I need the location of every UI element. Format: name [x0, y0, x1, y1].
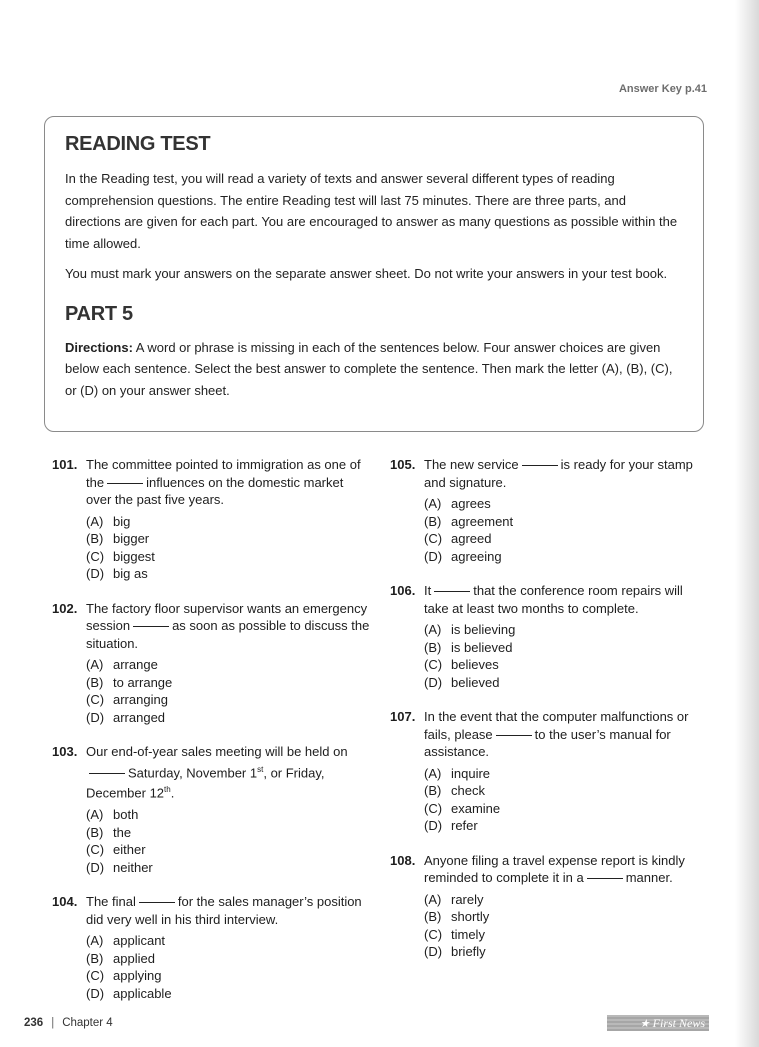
choice-d[interactable]: (D) refer [424, 818, 478, 833]
answer-choices [52, 656, 372, 726]
choice-a[interactable]: (A) is believing [424, 622, 516, 637]
choice-c[interactable]: (C) agreed [424, 531, 492, 546]
choice-d[interactable]: (D) neither [86, 859, 153, 875]
question-108 [390, 852, 710, 961]
choice-d[interactable]: (D) applicable [86, 985, 172, 1001]
choice-a[interactable]: (A) arrange [86, 657, 158, 672]
reading-test-title: READING TEST [65, 133, 211, 155]
question-number: 103. [52, 744, 78, 759]
choice-a[interactable]: (A) applicant [86, 933, 166, 949]
directions-text: A word or phrase is missing in each of the sentences below. Four answer choices are given below each sentence. Select the best answer to complete the sentence. Then mark the letter (A), (B), (C), or (D) on your answer sheet. [65, 339, 673, 398]
question-number: 101. [52, 457, 78, 472]
question-101 [52, 456, 372, 583]
choice-c[interactable]: (C) arranging [86, 692, 168, 707]
questions-left-column [52, 456, 372, 1019]
answer-blank [496, 735, 532, 736]
question-stem: The factory floor supervisor wants an emergency session as soon as possible to discuss the situation. [86, 600, 370, 651]
choice-a[interactable]: (A) inquire [424, 765, 491, 781]
star-icon: ★ [639, 1017, 650, 1030]
choice-b[interactable]: (B) check [424, 783, 485, 798]
intro-paragraph-2: You must mark your answers on the separate answer sheet. Do not write your answers in your test book. [65, 266, 668, 281]
footer-separator: | [51, 1017, 55, 1029]
answer-choices [390, 765, 710, 835]
choice-b[interactable]: (B) applied [86, 950, 155, 966]
answer-choices [390, 621, 710, 691]
answer-blank [107, 483, 143, 484]
question-106 [390, 582, 710, 691]
question-105 [390, 456, 710, 565]
page-number: 236 [24, 1017, 44, 1029]
question-stem: Anyone filing a travel expense report is kindly reminded to complete it in a manner. [424, 852, 685, 885]
answer-key-reference: Answer Key p.41 [618, 83, 707, 95]
directions-label: Directions: [65, 339, 133, 355]
question-stem: Our end-of-year sales meeting will be held on Saturday, November 1st, or Friday, December 12th. [86, 744, 348, 801]
answer-blank [89, 773, 125, 774]
answer-choices [52, 932, 372, 1002]
choice-a[interactable]: (A) both [86, 807, 139, 823]
reading-test-intro-box [44, 116, 704, 432]
choice-c[interactable]: (C) examine [424, 800, 501, 816]
choice-c[interactable]: (C) biggest [86, 548, 155, 564]
choice-c[interactable]: (C) timely [424, 926, 485, 942]
choice-d[interactable]: (D) agreeing [424, 548, 502, 564]
choice-b[interactable]: (B) shortly [424, 909, 490, 924]
part-title: PART 5 [65, 302, 133, 325]
chapter-label: Chapter 4 [62, 1017, 113, 1029]
choice-c[interactable]: (C) either [86, 842, 146, 858]
publisher-logo [607, 1015, 709, 1031]
choice-b[interactable]: (B) the [86, 824, 132, 840]
page-footer [24, 1017, 113, 1029]
choice-b[interactable]: (B) to arrange [86, 674, 173, 690]
choice-b[interactable]: (B) agreement [424, 513, 514, 529]
question-102 [52, 600, 372, 727]
question-stem: In the event that the computer malfunctions or fails, please to the user’s manual for assistance. [424, 709, 689, 759]
publisher-name: First News [652, 1015, 705, 1030]
question-number: 107. [390, 709, 416, 724]
answer-blank [133, 626, 169, 627]
question-number: 102. [52, 600, 78, 616]
choice-d[interactable]: (D) briefly [424, 944, 486, 959]
question-number: 105. [390, 457, 416, 472]
answer-blank [522, 465, 558, 466]
choice-c[interactable]: (C) believes [424, 657, 499, 672]
choice-b[interactable]: (B) bigger [86, 531, 150, 546]
question-stem: The committee pointed to immigration as one of the influences on the domestic market over the past five years. [86, 457, 361, 507]
question-stem: The final for the sales manager’s position did very well in his third interview. [86, 894, 362, 927]
answer-choices [52, 806, 372, 876]
question-number: 104. [52, 894, 78, 910]
question-104 [52, 893, 372, 1002]
choice-a[interactable]: (A) agrees [424, 496, 491, 511]
choice-d[interactable]: (D) arranged [86, 709, 166, 725]
choice-d[interactable]: (D) believed [424, 674, 500, 690]
question-number: 106. [390, 583, 416, 598]
directions-paragraph [65, 337, 683, 402]
question-stem: It that the conference room repairs will take at least two months to complete. [424, 583, 683, 616]
choice-c[interactable]: (C) applying [86, 968, 162, 984]
choice-b[interactable]: (B) is believed [424, 639, 513, 655]
question-stem: The new service is ready for your stamp and signature. [424, 457, 693, 490]
choice-a[interactable]: (A) rarely [424, 891, 484, 907]
page-gutter-shadow [735, 0, 759, 1047]
answer-choices [52, 513, 372, 583]
answer-blank [587, 878, 623, 879]
answer-choices [390, 495, 710, 565]
choice-a[interactable]: (A) big [86, 513, 131, 529]
choice-d[interactable]: (D) big as [86, 566, 148, 581]
questions-right-column [390, 456, 710, 978]
intro-paragraph-1: In the Reading test, you will read a variety of texts and answer several different types of reading comprehension questions. The entire Reading test will last 75 minutes. There are three parts, and directions are given for each part. You are encouraged to answer as many questions as possible within the time allowed. [65, 171, 678, 251]
question-number: 108. [390, 852, 416, 868]
answer-choices [390, 891, 710, 961]
answer-blank [139, 902, 175, 903]
answer-blank [434, 591, 470, 592]
question-103 [52, 743, 372, 876]
question-107 [390, 708, 710, 835]
